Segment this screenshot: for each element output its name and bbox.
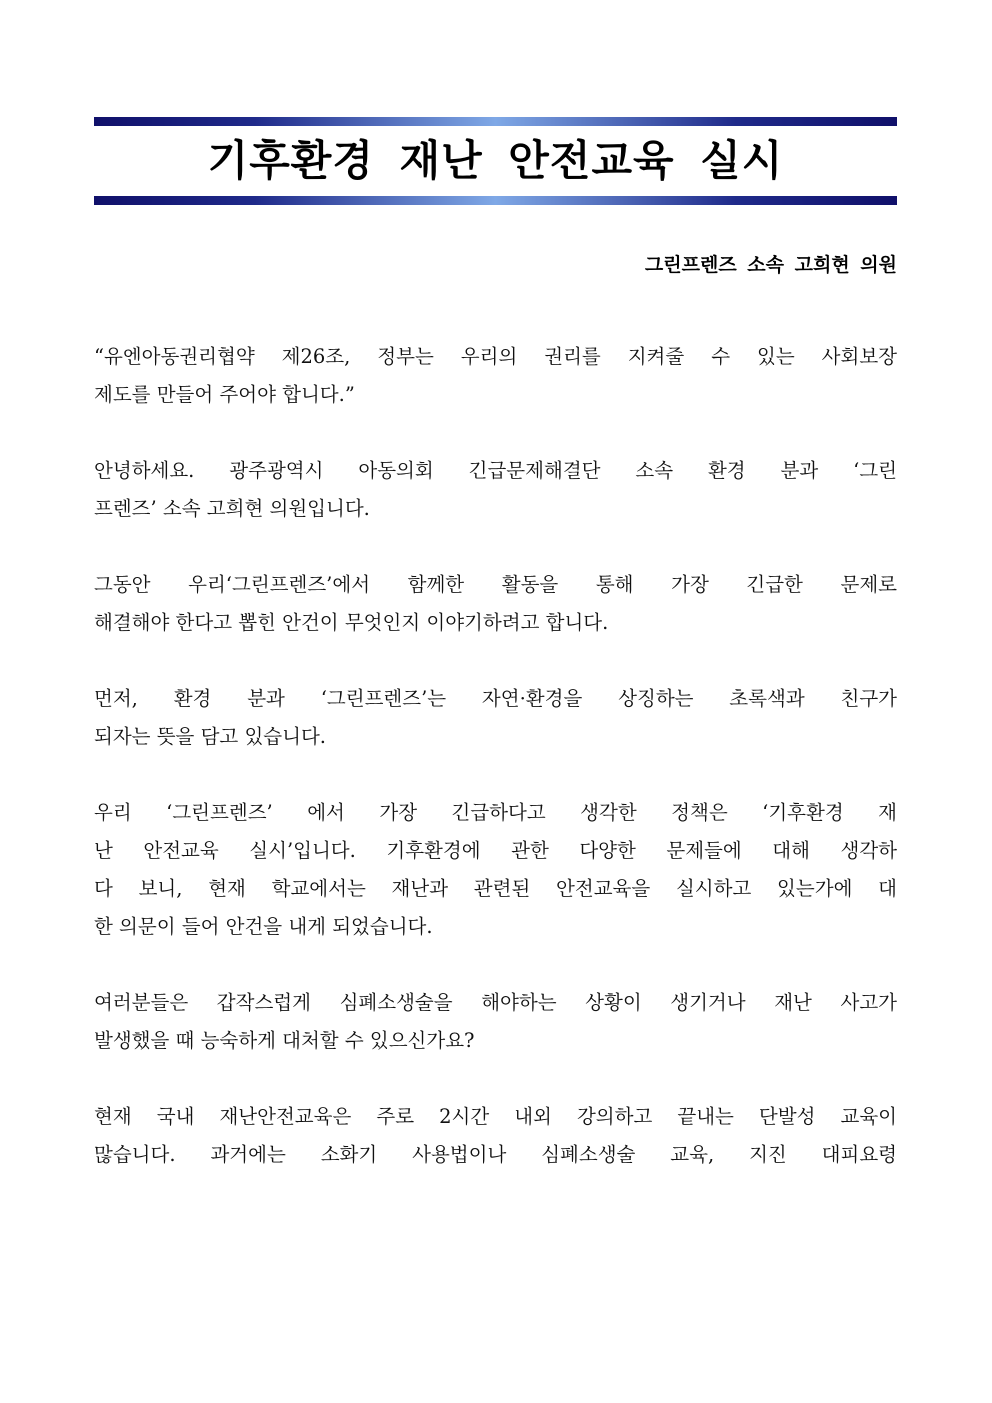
paragraph-line: 여러분들은 갑작스럽게 심폐소생술을 해야하는 상황이 생기거나 재난 사고가	[94, 991, 897, 1014]
paragraph-line: 난 안전교육 실시’입니다. 기후환경에 관한 다양한 문제들에 대해 생각하	[94, 839, 897, 862]
paragraph-line: 제도를 만들어 주어야 합니다.”	[94, 383, 355, 406]
page-title: 기후환경 재난 안전교육 실시	[207, 136, 784, 185]
paragraph-line: 먼저, 환경 분과 ‘그린프렌즈’는 자연·환경을 상징하는 초록색과 친구가	[94, 687, 897, 710]
paragraph-line: 현재 국내 재난안전교육은 주로 2시간 내외 강의하고 끝내는 단발성 교육이	[94, 1105, 897, 1128]
paragraph	[94, 680, 897, 756]
title-bottom-rule	[94, 196, 897, 205]
paragraph	[94, 794, 897, 946]
paragraph-line: 우리 ‘그린프렌즈’ 에서 가장 긴급하다고 생각한 정책은 ‘기후환경 재	[94, 801, 897, 824]
paragraph-line: 많습니다. 과거에는 소화기 사용법이나 심폐소생술 교육, 지진 대피요령	[94, 1143, 897, 1166]
paragraph-line: 안녕하세요. 광주광역시 아동의회 긴급문제해결단 소속 환경 분과 ‘그린	[94, 459, 897, 482]
paragraph-line: 프렌즈’ 소속 고희현 의원입니다.	[94, 497, 370, 520]
paragraph	[94, 566, 897, 642]
paragraph	[94, 338, 897, 414]
paragraph-line: “유엔아동권리협약 제26조, 정부는 우리의 권리를 지켜줄 수 있는 사회보장	[94, 345, 897, 368]
body-text	[94, 338, 897, 1212]
title-banner	[94, 117, 897, 206]
paragraph-line: 발생했을 때 능숙하게 대처할 수 있으신가요?	[94, 1029, 475, 1052]
title-top-rule	[94, 117, 897, 126]
paragraph-line: 다 보니, 현재 학교에서는 재난과 관련된 안전교육을 실시하고 있는가에 대	[94, 877, 897, 900]
paragraph	[94, 984, 897, 1060]
paragraph-line: 한 의문이 들어 안건을 내게 되었습니다.	[94, 915, 433, 938]
paragraph	[94, 1098, 897, 1174]
paragraph-line: 해결해야 한다고 뽑힌 안건이 무엇인지 이야기하려고 합니다.	[94, 611, 609, 634]
author-line: 그린프렌즈 소속 고희현 의원	[644, 254, 897, 276]
paragraph	[94, 452, 897, 528]
paragraph-line: 그동안 우리‘그린프렌즈’에서 함께한 활동을 통해 가장 긴급한 문제로	[94, 573, 897, 596]
paragraph-line: 되자는 뜻을 담고 있습니다.	[94, 725, 327, 748]
